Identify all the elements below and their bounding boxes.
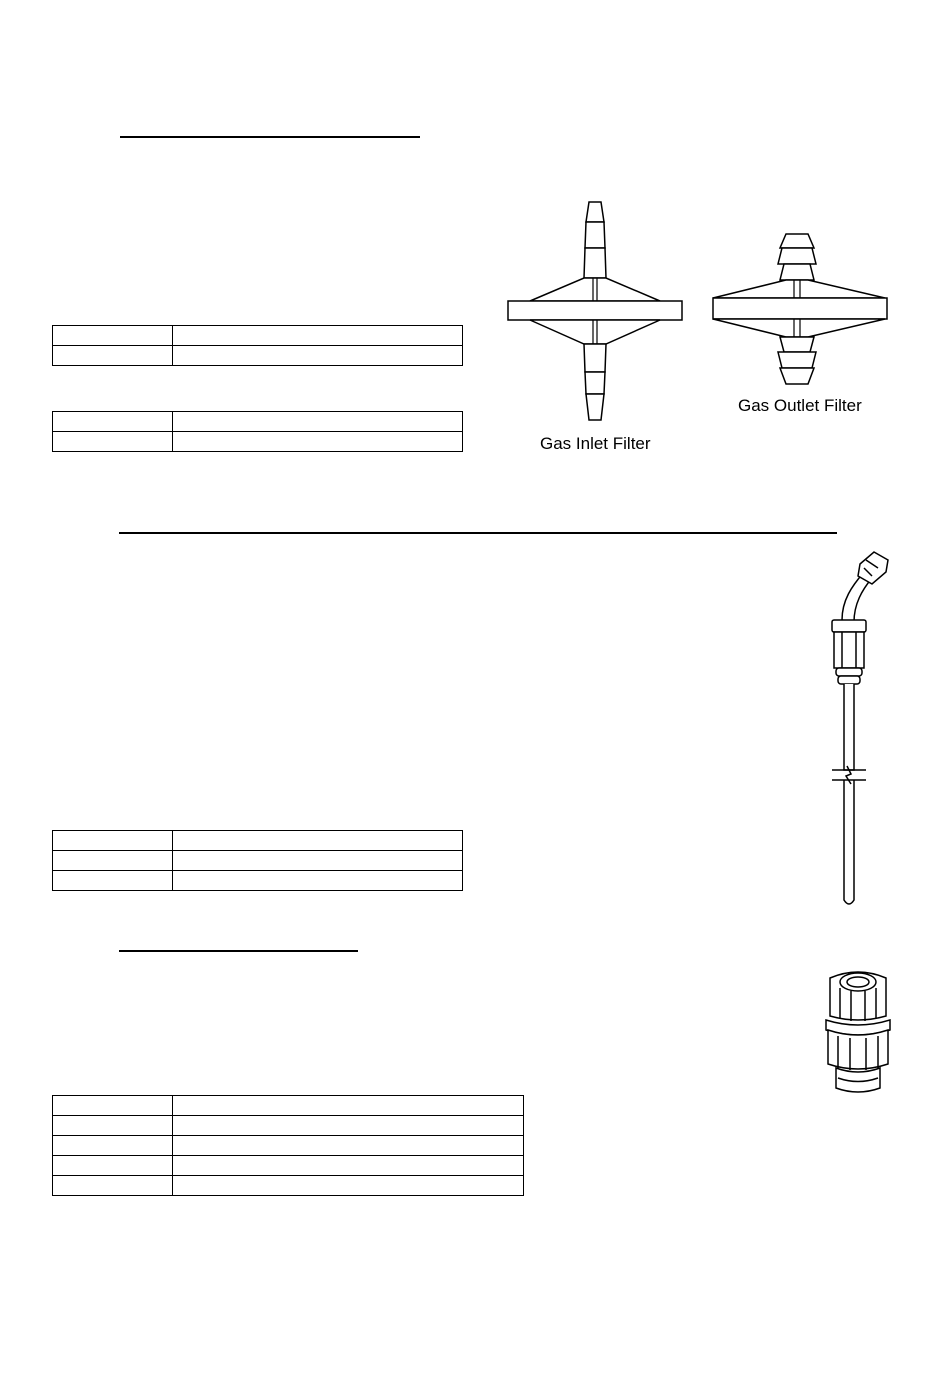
gas-inlet-filter-drawing bbox=[505, 198, 685, 428]
spec-table-3 bbox=[52, 830, 463, 891]
sampling-tube-drawing bbox=[820, 548, 900, 910]
table-row bbox=[53, 1096, 524, 1116]
table-row bbox=[53, 1156, 524, 1176]
connector-fitting-drawing bbox=[820, 964, 896, 1100]
section-heading-rule-3 bbox=[119, 950, 358, 952]
table-row bbox=[53, 871, 463, 891]
table-row bbox=[53, 1176, 524, 1196]
table-row bbox=[53, 1136, 524, 1156]
spec-table-1 bbox=[52, 325, 463, 366]
gas-outlet-filter-drawing bbox=[710, 230, 890, 390]
table-row bbox=[53, 831, 463, 851]
gas-outlet-filter-caption: Gas Outlet Filter bbox=[738, 396, 862, 415]
table-row bbox=[53, 432, 463, 452]
table-row bbox=[53, 346, 463, 366]
table-row bbox=[53, 326, 463, 346]
gas-inlet-filter-caption: Gas Inlet Filter bbox=[540, 434, 651, 453]
table-row bbox=[53, 412, 463, 432]
table-row bbox=[53, 1116, 524, 1136]
spec-table-4 bbox=[52, 1095, 524, 1196]
spec-table-2 bbox=[52, 411, 463, 452]
table-row bbox=[53, 851, 463, 871]
section-heading-rule-1 bbox=[120, 136, 420, 138]
section-heading-rule-2 bbox=[119, 532, 837, 534]
